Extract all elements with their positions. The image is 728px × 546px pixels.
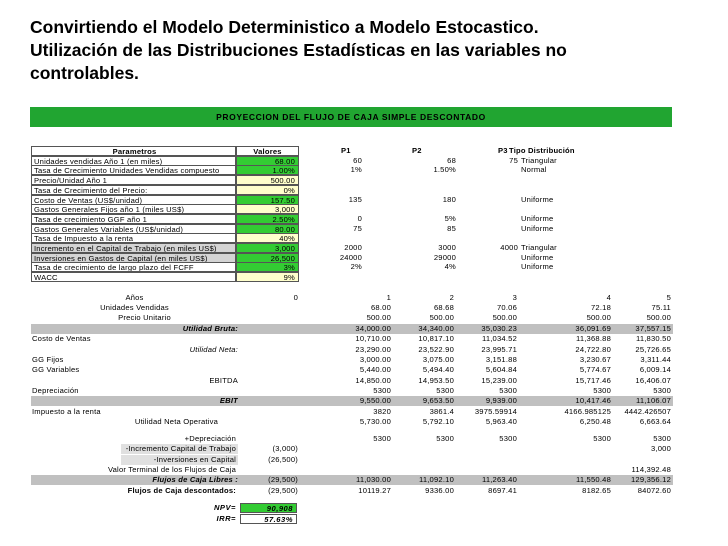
year-3-value: 5300 xyxy=(499,434,517,443)
param-row xyxy=(31,224,631,234)
year-4-value: 36,091.69 xyxy=(575,324,611,333)
row-label: Utilidad Neta Operativa xyxy=(134,417,218,426)
year-1-value: 10119.27 xyxy=(358,486,391,495)
param-distribution: Normal xyxy=(521,165,547,175)
param-label: Tasa de crecimiento GGF año 1 xyxy=(31,214,236,224)
title-line-1: Convirtiendo el Modelo Deterministico a Modelo Estocastico. xyxy=(30,17,539,37)
year-3-value: 3 xyxy=(512,293,517,302)
param-p2: 4% xyxy=(444,262,456,272)
plus-depreciation-row xyxy=(31,434,673,444)
title-line-3: controlables. xyxy=(30,63,139,83)
years-row xyxy=(31,293,673,303)
year-2-value: 10,817.10 xyxy=(418,334,454,343)
param-label: Tasa de Crecimiento del Precio: xyxy=(31,185,236,195)
param-p2: 180 xyxy=(442,194,456,204)
header-parametros: Parametros xyxy=(31,146,236,156)
param-distribution: Uniforme xyxy=(521,194,554,204)
param-p1: 135 xyxy=(348,194,362,204)
param-label: Costo de Ventas (US$/unidad) xyxy=(31,195,236,205)
param-value[interactable]: 3,000 xyxy=(236,204,299,214)
param-label: Inversiones en Gastos de Capital (en miles US$) xyxy=(31,253,236,263)
year-5-value: 11,106.07 xyxy=(635,396,671,405)
param-p2: 68 xyxy=(447,155,456,165)
header-p2: P2 xyxy=(412,146,422,155)
year-5-value: 6,663.64 xyxy=(639,417,671,426)
param-distribution: Uniforme xyxy=(521,223,554,233)
year-1-value: 11,030.00 xyxy=(355,475,391,484)
year-3-value: 500.00 xyxy=(492,313,517,322)
year-2-value: 9,653.50 xyxy=(422,396,454,405)
year-0-value: (29,500) xyxy=(268,486,298,495)
param-value[interactable]: 500.00 xyxy=(236,175,299,185)
year-5-value: 5 xyxy=(666,293,671,302)
param-label: Precio/Unidad Año 1 xyxy=(31,175,236,185)
param-p3: 4000 xyxy=(500,243,518,252)
year-1-value: 5300 xyxy=(373,434,391,443)
row-label: Costo de Ventas xyxy=(32,334,91,343)
year-5-value: 4442.426507 xyxy=(624,407,671,416)
row-label: Valor Terminal de los Flujos de Caja xyxy=(107,465,236,474)
param-label: WACC xyxy=(31,272,236,282)
row-label: Unidades Vendidas xyxy=(100,303,169,312)
year-1-value: 5300 xyxy=(373,386,391,395)
year-2-value: 5,494.40 xyxy=(422,365,454,374)
year-1-value: 5,730.00 xyxy=(359,417,391,426)
terminal-value-row xyxy=(31,465,673,475)
year-4-value: 11,368.88 xyxy=(575,334,611,343)
working-capital-row xyxy=(31,444,673,454)
year-1-value: 68.00 xyxy=(370,303,391,312)
year-5-value: 3,000 xyxy=(650,444,671,453)
year-4-value: 5,774.67 xyxy=(579,365,611,374)
year-3-value: 11,263.40 xyxy=(481,475,517,484)
param-row xyxy=(31,156,631,166)
param-value[interactable]: 68.00 xyxy=(236,156,299,166)
year-3-value: 8697.41 xyxy=(488,486,517,495)
row-label: -Incremento Capital de Trabajo xyxy=(125,444,236,453)
variable-gg-row xyxy=(31,365,673,375)
header-p3: P3 xyxy=(498,146,508,155)
row-label: Utilidad Neta: xyxy=(189,345,238,354)
year-2-value: 68.68 xyxy=(433,303,454,312)
row-label: Depreciación xyxy=(32,386,79,395)
year-4-value: 5300 xyxy=(593,386,611,395)
year-0-value: (29,500) xyxy=(238,475,298,485)
row-label: Flujos de Caja Libres : xyxy=(152,475,238,484)
param-p1: 0 xyxy=(357,213,362,223)
year-1-value: 3,000.00 xyxy=(359,355,391,364)
year-4-value: 24,722.80 xyxy=(575,345,611,354)
param-value[interactable]: 26,500 xyxy=(236,253,299,263)
param-p2: 85 xyxy=(447,223,456,233)
depreciation-row xyxy=(31,386,673,396)
year-3-value: 23,995.71 xyxy=(481,345,517,354)
row-label: Flujos de Caja descontados: xyxy=(127,486,236,495)
year-2-value: 3,075.00 xyxy=(422,355,454,364)
title-line-2: Utilización de las Distribuciones Estadísticas en las variables no xyxy=(30,40,567,60)
npv-label: NPV= xyxy=(213,503,236,512)
header-distribucion: Tipo Distribución xyxy=(509,146,575,155)
param-value[interactable]: 2.50% xyxy=(236,214,299,224)
year-5-value: 37,557.15 xyxy=(635,324,671,333)
param-distribution: Uniforme xyxy=(521,213,554,223)
year-3-value: 5,604.84 xyxy=(485,365,517,374)
year-1-value: 14,850.00 xyxy=(355,376,391,385)
year-1-value: 9,550.00 xyxy=(359,396,391,405)
year-5-value: 16,406.07 xyxy=(635,376,671,385)
header-p1: P1 xyxy=(341,146,351,155)
year-2-value: 3861.4 xyxy=(429,407,454,416)
year-3-value: 11,034.52 xyxy=(481,334,517,343)
param-row xyxy=(31,262,631,272)
row-label: GG Fijos xyxy=(32,355,64,364)
year-0-value: (3,000) xyxy=(272,444,298,453)
irr-value[interactable]: 57.63% xyxy=(240,514,297,524)
npv-value[interactable]: 90,908 xyxy=(240,503,297,513)
row-label: EBIT xyxy=(219,396,238,405)
year-2-value: 11,092.10 xyxy=(418,475,454,484)
year-0-value: (26,500) xyxy=(268,455,298,464)
year-2-value: 9336.00 xyxy=(425,486,454,495)
param-p2: 5% xyxy=(444,213,456,223)
row-label: +Depreciación xyxy=(184,434,236,443)
year-4-value: 5300 xyxy=(593,434,611,443)
year-4-value: 15,717.46 xyxy=(575,376,611,385)
row-label: EBITDA xyxy=(209,376,238,385)
fixed-gg-row xyxy=(31,355,673,365)
param-distribution: Uniforme xyxy=(521,262,554,272)
year-2-value: 5300 xyxy=(436,386,454,395)
price-row xyxy=(31,313,673,323)
row-label: Años xyxy=(125,293,144,302)
header-valores: Valores xyxy=(236,146,299,156)
operating-net-row xyxy=(31,417,673,427)
param-p2: 29000 xyxy=(433,252,456,262)
year-3-value: 15,239.00 xyxy=(481,376,517,385)
param-p1: 75 xyxy=(353,223,362,233)
year-0-value: 0 xyxy=(293,293,298,302)
year-4-value: 6,250.48 xyxy=(579,417,611,426)
year-4-value: 4 xyxy=(606,293,611,302)
param-label: Gastos Generales Fijos año 1 (miles US$) xyxy=(31,204,236,214)
param-value[interactable]: 0% xyxy=(236,185,299,195)
param-p3: 75 xyxy=(509,155,518,165)
row-label: GG Variables xyxy=(32,365,80,374)
free-cash-flow-row xyxy=(31,475,673,485)
page-title xyxy=(30,16,720,85)
param-row xyxy=(31,243,631,253)
param-row xyxy=(31,195,631,205)
param-row xyxy=(31,165,631,175)
ebitda-row xyxy=(31,376,673,386)
param-row xyxy=(31,272,631,282)
param-label: Incremento en el Capital de Trabajo (en miles US$) xyxy=(31,243,236,253)
param-p2: 1.50% xyxy=(433,165,456,175)
param-value[interactable]: 80.00 xyxy=(236,224,299,234)
year-3-value: 5,963.40 xyxy=(485,417,517,426)
year-1-value: 10,710.00 xyxy=(355,334,391,343)
year-1-value: 5,440.00 xyxy=(359,365,391,374)
param-p1: 2% xyxy=(350,262,362,272)
year-5-value: 6,009.14 xyxy=(639,365,671,374)
param-label: Gastos Generales Variables (US$/unidad) xyxy=(31,224,236,234)
year-1-value: 500.00 xyxy=(366,313,391,322)
year-5-value: 75.11 xyxy=(651,303,671,312)
year-5-value: 500.00 xyxy=(646,313,671,322)
year-3-value: 70.06 xyxy=(496,303,517,312)
param-p1: 60 xyxy=(353,155,362,165)
net-profit-row xyxy=(31,345,673,355)
year-2-value: 23,522.90 xyxy=(418,345,454,354)
year-4-value: 8182.65 xyxy=(582,486,611,495)
param-label: Tasa de Crecimiento Unidades Vendidas compuesto xyxy=(31,165,236,175)
param-label: Unidades vendidas Año 1 (en miles) xyxy=(31,156,236,166)
year-4-value: 10,417.46 xyxy=(575,396,611,405)
param-row xyxy=(31,253,631,263)
irr-label: IRR= xyxy=(216,514,236,523)
ebit-row xyxy=(31,396,673,406)
param-distribution: Uniforme xyxy=(521,252,554,262)
year-5-value: 5300 xyxy=(653,386,671,395)
param-row xyxy=(31,204,631,214)
year-4-value: 4166.985125 xyxy=(564,407,611,416)
year-4-value: 500.00 xyxy=(586,313,611,322)
param-distribution: Triangular xyxy=(521,155,557,165)
param-label: Tasa de crecimiento de largo plazo del FCFF xyxy=(31,262,236,272)
year-5-value: 129,356.12 xyxy=(630,475,671,484)
income-tax-row xyxy=(31,407,673,417)
param-p1: 24000 xyxy=(339,252,362,262)
param-value[interactable]: 3% xyxy=(236,262,299,272)
param-value[interactable]: 40% xyxy=(236,233,299,243)
param-value[interactable]: 3,000 xyxy=(236,243,299,253)
param-value[interactable]: 157.50 xyxy=(236,195,299,205)
year-2-value: 34,340.00 xyxy=(418,324,454,333)
year-3-value: 3975.59914 xyxy=(474,407,517,416)
year-4-value: 11,550.48 xyxy=(575,475,611,484)
params-header-row xyxy=(31,146,631,156)
param-row xyxy=(31,233,631,243)
capex-row xyxy=(31,455,673,465)
year-5-value: 3,311.44 xyxy=(640,355,671,364)
param-p1: 1% xyxy=(350,165,362,175)
year-1-value: 34,000.00 xyxy=(355,324,391,333)
year-4-value: 72.18 xyxy=(590,303,611,312)
param-value[interactable]: 9% xyxy=(236,272,299,282)
year-5-value: 84072.60 xyxy=(637,486,671,495)
year-3-value: 9,939.00 xyxy=(485,396,517,405)
units-row xyxy=(31,303,673,313)
year-3-value: 3,151.88 xyxy=(485,355,517,364)
row-label: Impuesto a la renta xyxy=(32,407,101,416)
year-5-value: 5300 xyxy=(653,434,671,443)
year-5-value: 114,392.48 xyxy=(631,465,671,474)
discounted-cash-flow-row xyxy=(31,486,673,496)
cost-of-sales-row xyxy=(31,334,673,344)
year-2-value: 500.00 xyxy=(429,313,454,322)
year-2-value: 5300 xyxy=(436,434,454,443)
year-1-value: 23,290.00 xyxy=(355,345,391,354)
param-p1: 2000 xyxy=(344,243,362,252)
year-2-value: 14,953.50 xyxy=(418,376,454,385)
param-p2: 3000 xyxy=(438,243,456,252)
year-3-value: 35,030.23 xyxy=(481,324,517,333)
year-2-value: 2 xyxy=(449,293,454,302)
year-5-value: 25,726.65 xyxy=(635,345,671,354)
param-label: Tasa de Impuesto a la renta xyxy=(31,233,236,243)
row-label: Utilidad Bruta: xyxy=(182,324,238,333)
param-value[interactable]: 1.00% xyxy=(236,165,299,175)
section-banner: PROYECCION DEL FLUJO DE CAJA SIMPLE DESCONTADO xyxy=(30,107,672,127)
year-1-value: 1 xyxy=(386,293,391,302)
gross-profit-row xyxy=(31,324,673,334)
row-label: -Inversiones en Capital xyxy=(153,455,236,464)
year-1-value: 3820 xyxy=(373,407,391,416)
param-row xyxy=(31,214,631,224)
param-distribution: Triangular xyxy=(521,243,557,252)
row-label: Precio Unitario xyxy=(118,313,171,322)
year-2-value: 5,792.10 xyxy=(422,417,454,426)
year-3-value: 5300 xyxy=(499,386,517,395)
param-row xyxy=(31,185,631,195)
year-4-value: 3,230.67 xyxy=(579,355,611,364)
year-5-value: 11,830.50 xyxy=(635,334,671,343)
param-row xyxy=(31,175,631,185)
